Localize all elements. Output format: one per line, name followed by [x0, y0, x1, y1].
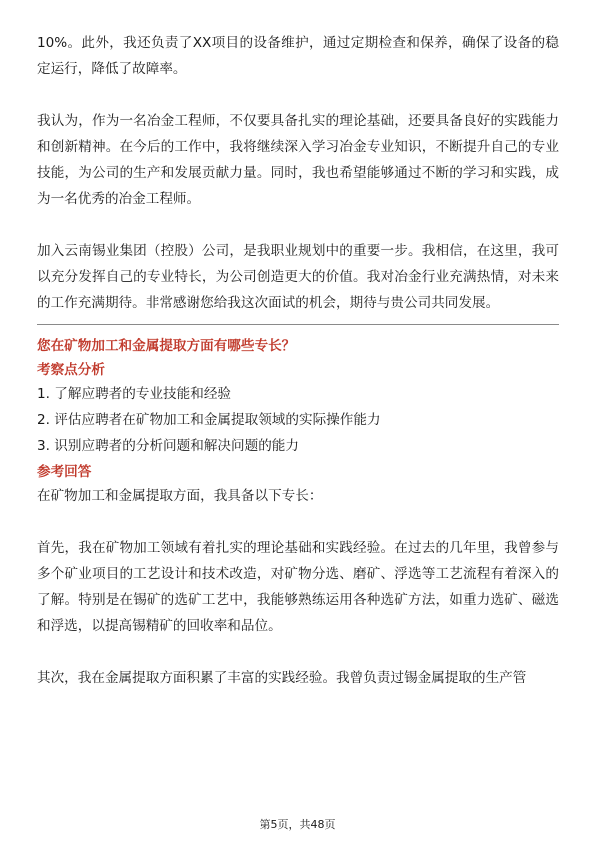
question-title: 您在矿物加工和金属提取方面有哪些专长？ [37, 338, 296, 354]
analysis-list [37, 381, 559, 459]
paragraph-gap [37, 82, 559, 108]
analysis-item: 3. 识别应聘者的分析问题和解决问题的能力 [37, 438, 299, 454]
paragraph-gap [37, 509, 559, 535]
paragraph-gap [37, 212, 559, 238]
page-footer [0, 816, 595, 832]
section-divider [37, 324, 559, 325]
intro-paragraph-1: 10%。此外，我还负责了XX项目的设备维护，通过定期检查和保养，确保了设备的稳定运行，降低了故障率。 [37, 35, 559, 77]
intro-paragraph-2: 我认为，作为一名冶金工程师，不仅要具备扎实的理论基础，还要具备良好的实践能力和创新精神。在今后的工作中，我将继续深入学习冶金专业知识，不断提升自己的专业技能，为公司的生产和发展贡献力量。同时，我也希望能够通过不断的学习和实践，成为一名优秀的冶金工程师。 [37, 113, 559, 207]
answer-paragraph-1: 首先，我在矿物加工领域有着扎实的理论基础和实践经验。在过去的几年里，我曾参与多个矿业项目的工艺设计和技术改造，对矿物分选、磨矿、浮选等工艺流程有着深入的了解。特别是在锡矿的选矿工艺中，我能够熟练运用各种选矿方法，如重力选矿、磁选和浮选，以提高锡精矿的回收率和品位。 [37, 540, 559, 634]
document-page [37, 30, 559, 691]
analysis-item: 1. 了解应聘者的专业技能和经验 [37, 386, 232, 402]
answer-heading: 参考回答 [37, 464, 92, 480]
page-number-label: 第5页，共48页 [259, 818, 336, 831]
analysis-heading: 考察点分析 [37, 362, 105, 378]
intro-paragraph-3: 加入云南锡业集团（控股）公司，是我职业规划中的重要一步。我相信，在这里，我可以充分发挥自己的专业特长，为公司创造更大的价值。我对冶金行业充满热情，对未来的工作充满期待。非常感谢您给我这次面试的机会，期待与贵公司共同发展。 [37, 243, 559, 311]
paragraph-gap [37, 639, 559, 665]
analysis-item: 2. 评估应聘者在矿物加工和金属提取领域的实际操作能力 [37, 412, 381, 428]
answer-paragraph-2: 其次，我在金属提取方面积累了丰富的实践经验。我曾负责过锡金属提取的生产管 [37, 670, 527, 686]
answer-lead: 在矿物加工和金属提取方面，我具备以下专长： [37, 488, 323, 504]
